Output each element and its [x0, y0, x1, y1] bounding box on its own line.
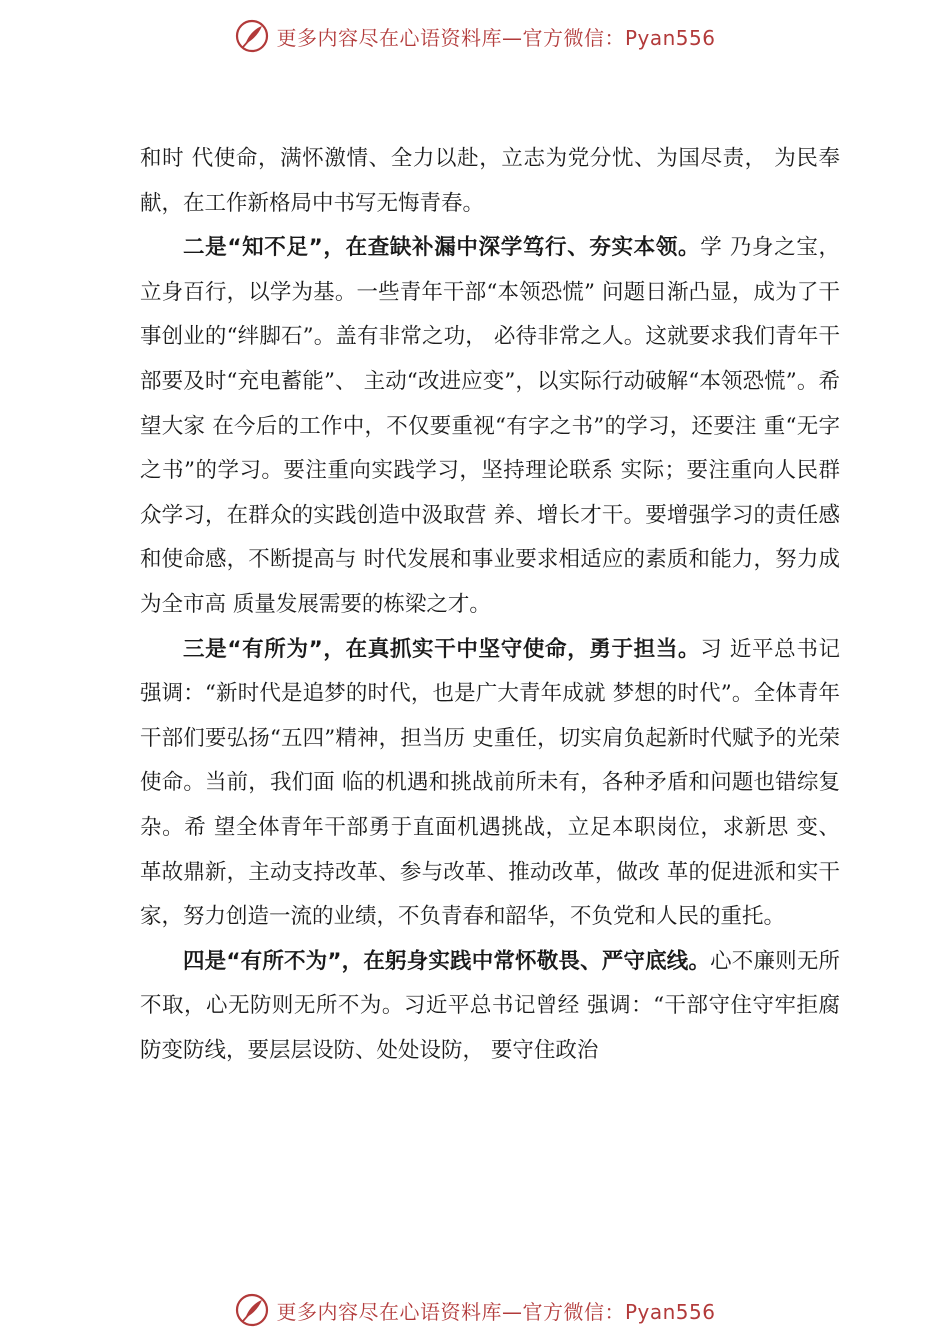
- document-body: [140, 137, 840, 1073]
- watermark-text: 更多内容尽在心语资料库—官方微信：Pyan556: [276, 25, 716, 50]
- paragraph-you-suo-bu-wei: [140, 940, 840, 1074]
- watermark-footer: [0, 1290, 950, 1330]
- paragraph-you-suo-wei: [140, 628, 840, 940]
- paragraph-body: 心不廉则无所不取，心无防则无所不为。习近平总书记曾经 强调：“干部守住守牢拒腐防变防线，要层层设防、处处设防， 要守住政治: [140, 948, 840, 1063]
- paragraph-body: 习 近平总书记强调：“新时代是追梦的时代，也是广大青年成就 梦想的时代”。全体青年干部们要弘扬“五四”精神，担当历 史重任，切实肩负起新时代赋予的光荣使命。当前，我们面 临的机遇和挑战前所未有，各种矛盾和问题也错综复杂。希 望全体青年干部勇于直面机遇挑战，立足本职岗位，求新思 变、革故鼎新，主动支持改革、参与改革、推动改革，做改 革的促进派和实干家，努力创造一流的业绩，不负青春和韶华，不负党和人民的重托。: [140, 636, 841, 930]
- paragraph-heading: 三是“有所为”，在真抓实干中坚守使命，勇于担当。: [183, 636, 701, 662]
- paragraph-heading: 二是“知不足”，在查缺补漏中深学笃行、夯实本领。: [183, 235, 701, 261]
- paragraph-body: 学 乃身之宝，立身百行，以学为基。一些青年干部“本领恐慌” 问题日渐凸显，成为了干事创业的“绊脚石”。盖有非常之功， 必待非常之人。这就要求我们青年干部要及时“充电蓄能”、 主动“改进应变”，以实际行动破解“本领恐慌”。希望大家 在今后的工作中，不仅要重视“有字之书”的学习，还要注 重“无字之书”的学习。要注重向实践学习，坚持理论联系 实际；要注重向人民群众学习，在群众的实践创造中汲取营 养、增长才干。要增强学习的责任感和使命感，不断提高与 时代发展和事业要求相适应的素质和能力，努力成为全市高 质量发展需要的栋梁之才。: [140, 235, 841, 617]
- paragraph-zhi-bu-zu: [140, 226, 840, 627]
- feather-quill-logo-icon: [234, 1292, 270, 1328]
- watermark-text: 更多内容尽在心语资料库—官方微信：Pyan556: [276, 1299, 716, 1324]
- paragraph-heading: 四是“有所不为”，在躬身实践中常怀敬畏、严守底线。: [183, 948, 711, 974]
- watermark-header: [0, 16, 950, 56]
- paragraph-continuation: [140, 137, 840, 226]
- paragraph-body: 和时 代使命，满怀激情、全力以赴，立志为党分忧、为国尽责， 为民奉献，在工作新格局中书写无悔青春。: [140, 146, 840, 216]
- feather-quill-logo-icon: [234, 18, 270, 54]
